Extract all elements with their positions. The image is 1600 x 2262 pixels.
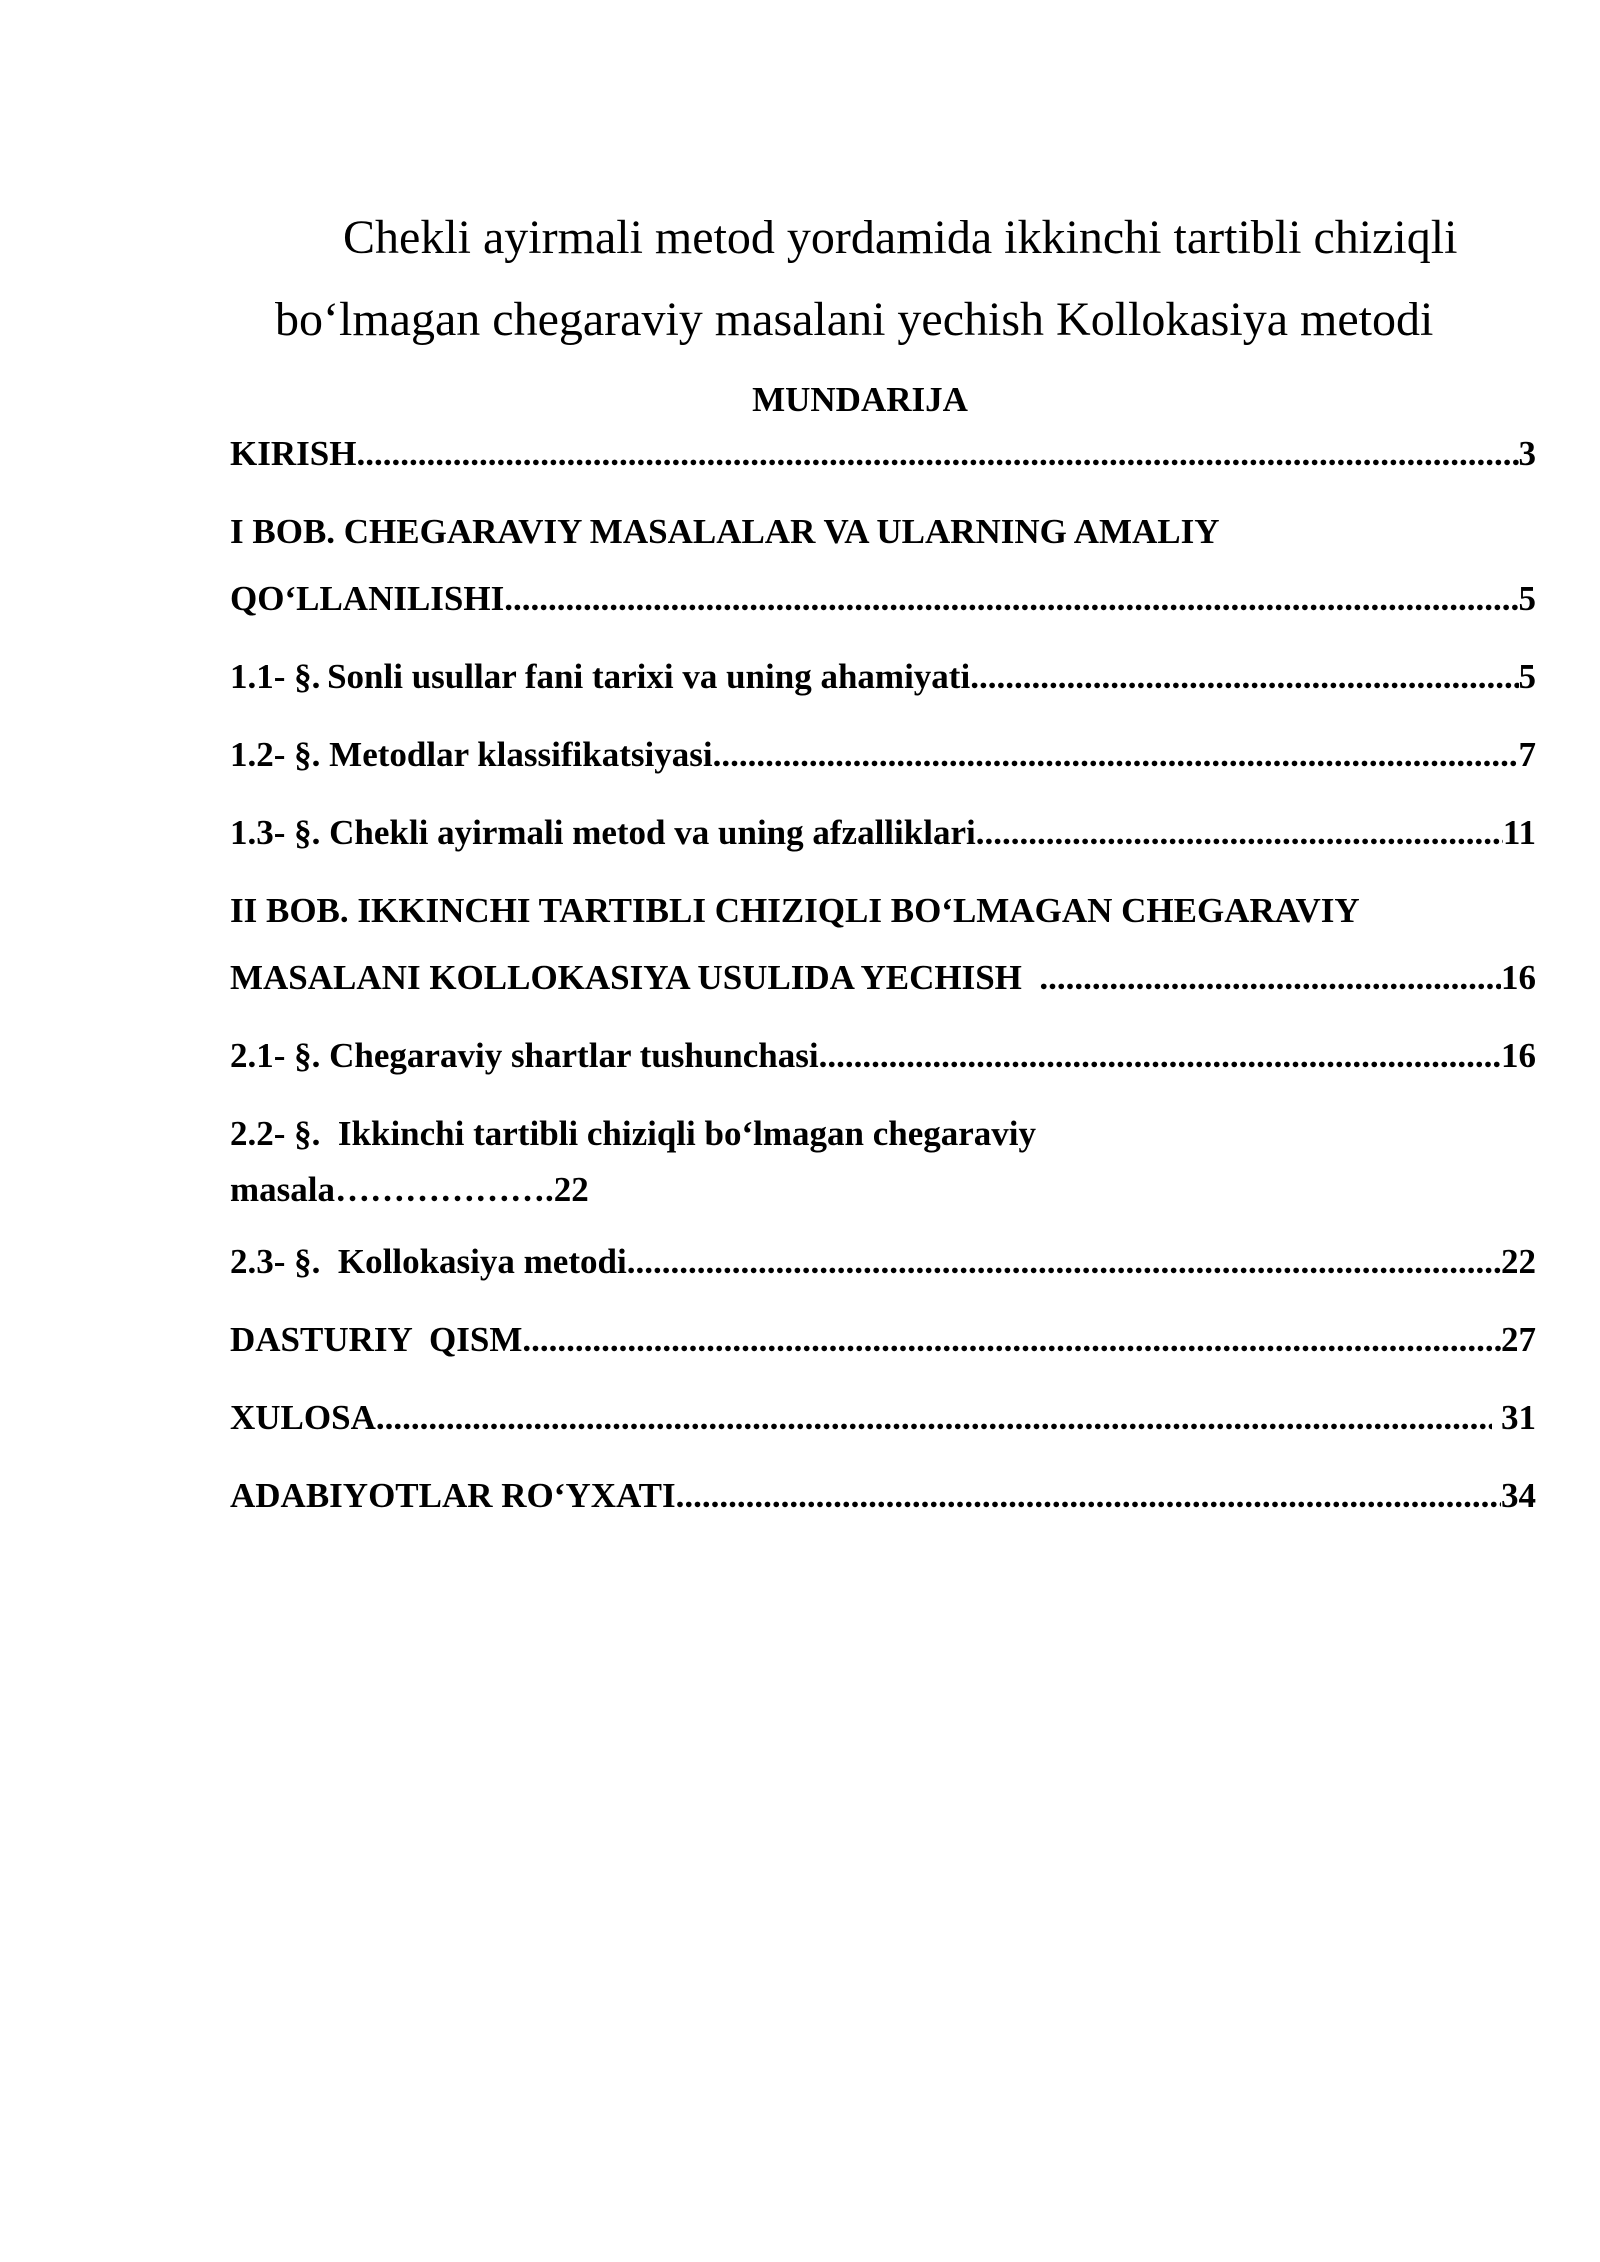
- toc-entry-xulosa: [230, 1396, 1536, 1440]
- toc-entry-chapter-2-line-2: [230, 956, 1536, 1000]
- toc-entry-page: 16: [1501, 1036, 1536, 1075]
- toc-entry-title: MASALANI KOLLOKASIYA USULIDA YECHISH: [230, 958, 1040, 997]
- toc-entry-section-1-2: [230, 733, 1536, 777]
- toc-entry-title: ADABIYOTLAR RO‘YXATI: [230, 1476, 676, 1515]
- toc-entry-title: DASTURIY QISM: [230, 1320, 523, 1359]
- toc-dot-leader: [970, 655, 1518, 699]
- toc-entry-adabiyotlar: [230, 1474, 1536, 1518]
- toc-entry-chapter-1-line-1: [230, 510, 1536, 554]
- toc-entry-section-2-2-line-2: [230, 1168, 1536, 1212]
- toc-entry-title: 2.3- §. Kollokasiya metodi: [230, 1242, 627, 1281]
- toc-entry-title: II BOB. IKKINCHI TARTIBLI CHIZIQLI BO‘LMAGAN CHEGARAVIY: [230, 891, 1360, 930]
- toc-entry-page: 31: [1492, 1398, 1536, 1437]
- toc-entry-section-2-1: [230, 1034, 1536, 1078]
- toc-entry-page: 3: [1518, 434, 1536, 473]
- toc-dot-leader: [676, 1474, 1501, 1518]
- toc-dot-leader: [1039, 956, 1501, 1000]
- toc-entry-title: 1.2- §. Metodlar klassifikatsiyasi: [230, 735, 713, 774]
- toc-dot-leader: [356, 432, 1518, 476]
- toc-dot-leader: [522, 1318, 1501, 1362]
- toc-entry-title: XULOSA: [230, 1398, 376, 1437]
- toc-entry-title: I BOB. CHEGARAVIY MASALALAR VA ULARNING AMALIY: [230, 512, 1220, 551]
- toc-entry-dasturiy-qism: [230, 1318, 1536, 1362]
- toc-dot-leader: [976, 811, 1503, 855]
- toc-entry-kirish: [230, 432, 1536, 476]
- toc-dot-leader: [376, 1396, 1492, 1440]
- toc-dot-leader: [713, 733, 1519, 777]
- toc-entry-title: masala……………….22: [230, 1170, 589, 1209]
- toc-dot-leader: [627, 1240, 1501, 1284]
- toc-entry-page: 22: [1501, 1242, 1536, 1281]
- document-title-line-2: bo‘lmagan chegaraviy masalani yechish Kollokasiya metodi: [275, 293, 1434, 346]
- toc-entry-section-2-3: [230, 1240, 1536, 1284]
- toc-entry-page: 11: [1502, 813, 1536, 852]
- toc-entry-title: Sonli usullar fani tarixi va uning ahamiyati: [327, 657, 971, 696]
- toc-heading: MUNDARIJA: [752, 380, 968, 419]
- toc-entry-chapter-1-line-2: [230, 577, 1536, 621]
- toc-dot-leader: [504, 577, 1518, 621]
- toc-entry-section-2-2-line-1: [230, 1112, 1536, 1156]
- toc-entry-page: 5: [1518, 657, 1536, 696]
- toc-entry-title: KIRISH: [230, 434, 357, 473]
- toc-entry-title: 1.3- §. Chekli ayirmali metod va uning afzalliklari: [230, 813, 976, 852]
- toc-entry-page: 16: [1501, 958, 1536, 997]
- toc-entry-chapter-2-line-1: [230, 889, 1536, 933]
- toc-entry-title: 2.1- §. Chegaraviy shartlar tushunchasi: [230, 1036, 819, 1075]
- toc-entry-title: 2.2- §. Ikkinchi tartibli chiziqli bo‘lmagan chegaraviy: [230, 1114, 1037, 1153]
- toc-entry-number: 1.1- §.: [230, 657, 321, 696]
- toc-entry-title: QO‘LLANILISHI: [230, 579, 505, 618]
- toc-entry-page: 7: [1518, 735, 1536, 774]
- toc-dot-leader: [819, 1034, 1501, 1078]
- toc-entry-section-1-1: [230, 655, 1536, 699]
- document-title-line-1: Chekli ayirmali metod yordamida ikkinchi tartibli chiziqli: [343, 211, 1458, 264]
- toc-entry-page: 5: [1518, 579, 1536, 618]
- toc-entry-section-1-3: [230, 811, 1536, 855]
- toc-entry-page: 34: [1501, 1476, 1536, 1515]
- toc-entry-page: 27: [1501, 1320, 1536, 1359]
